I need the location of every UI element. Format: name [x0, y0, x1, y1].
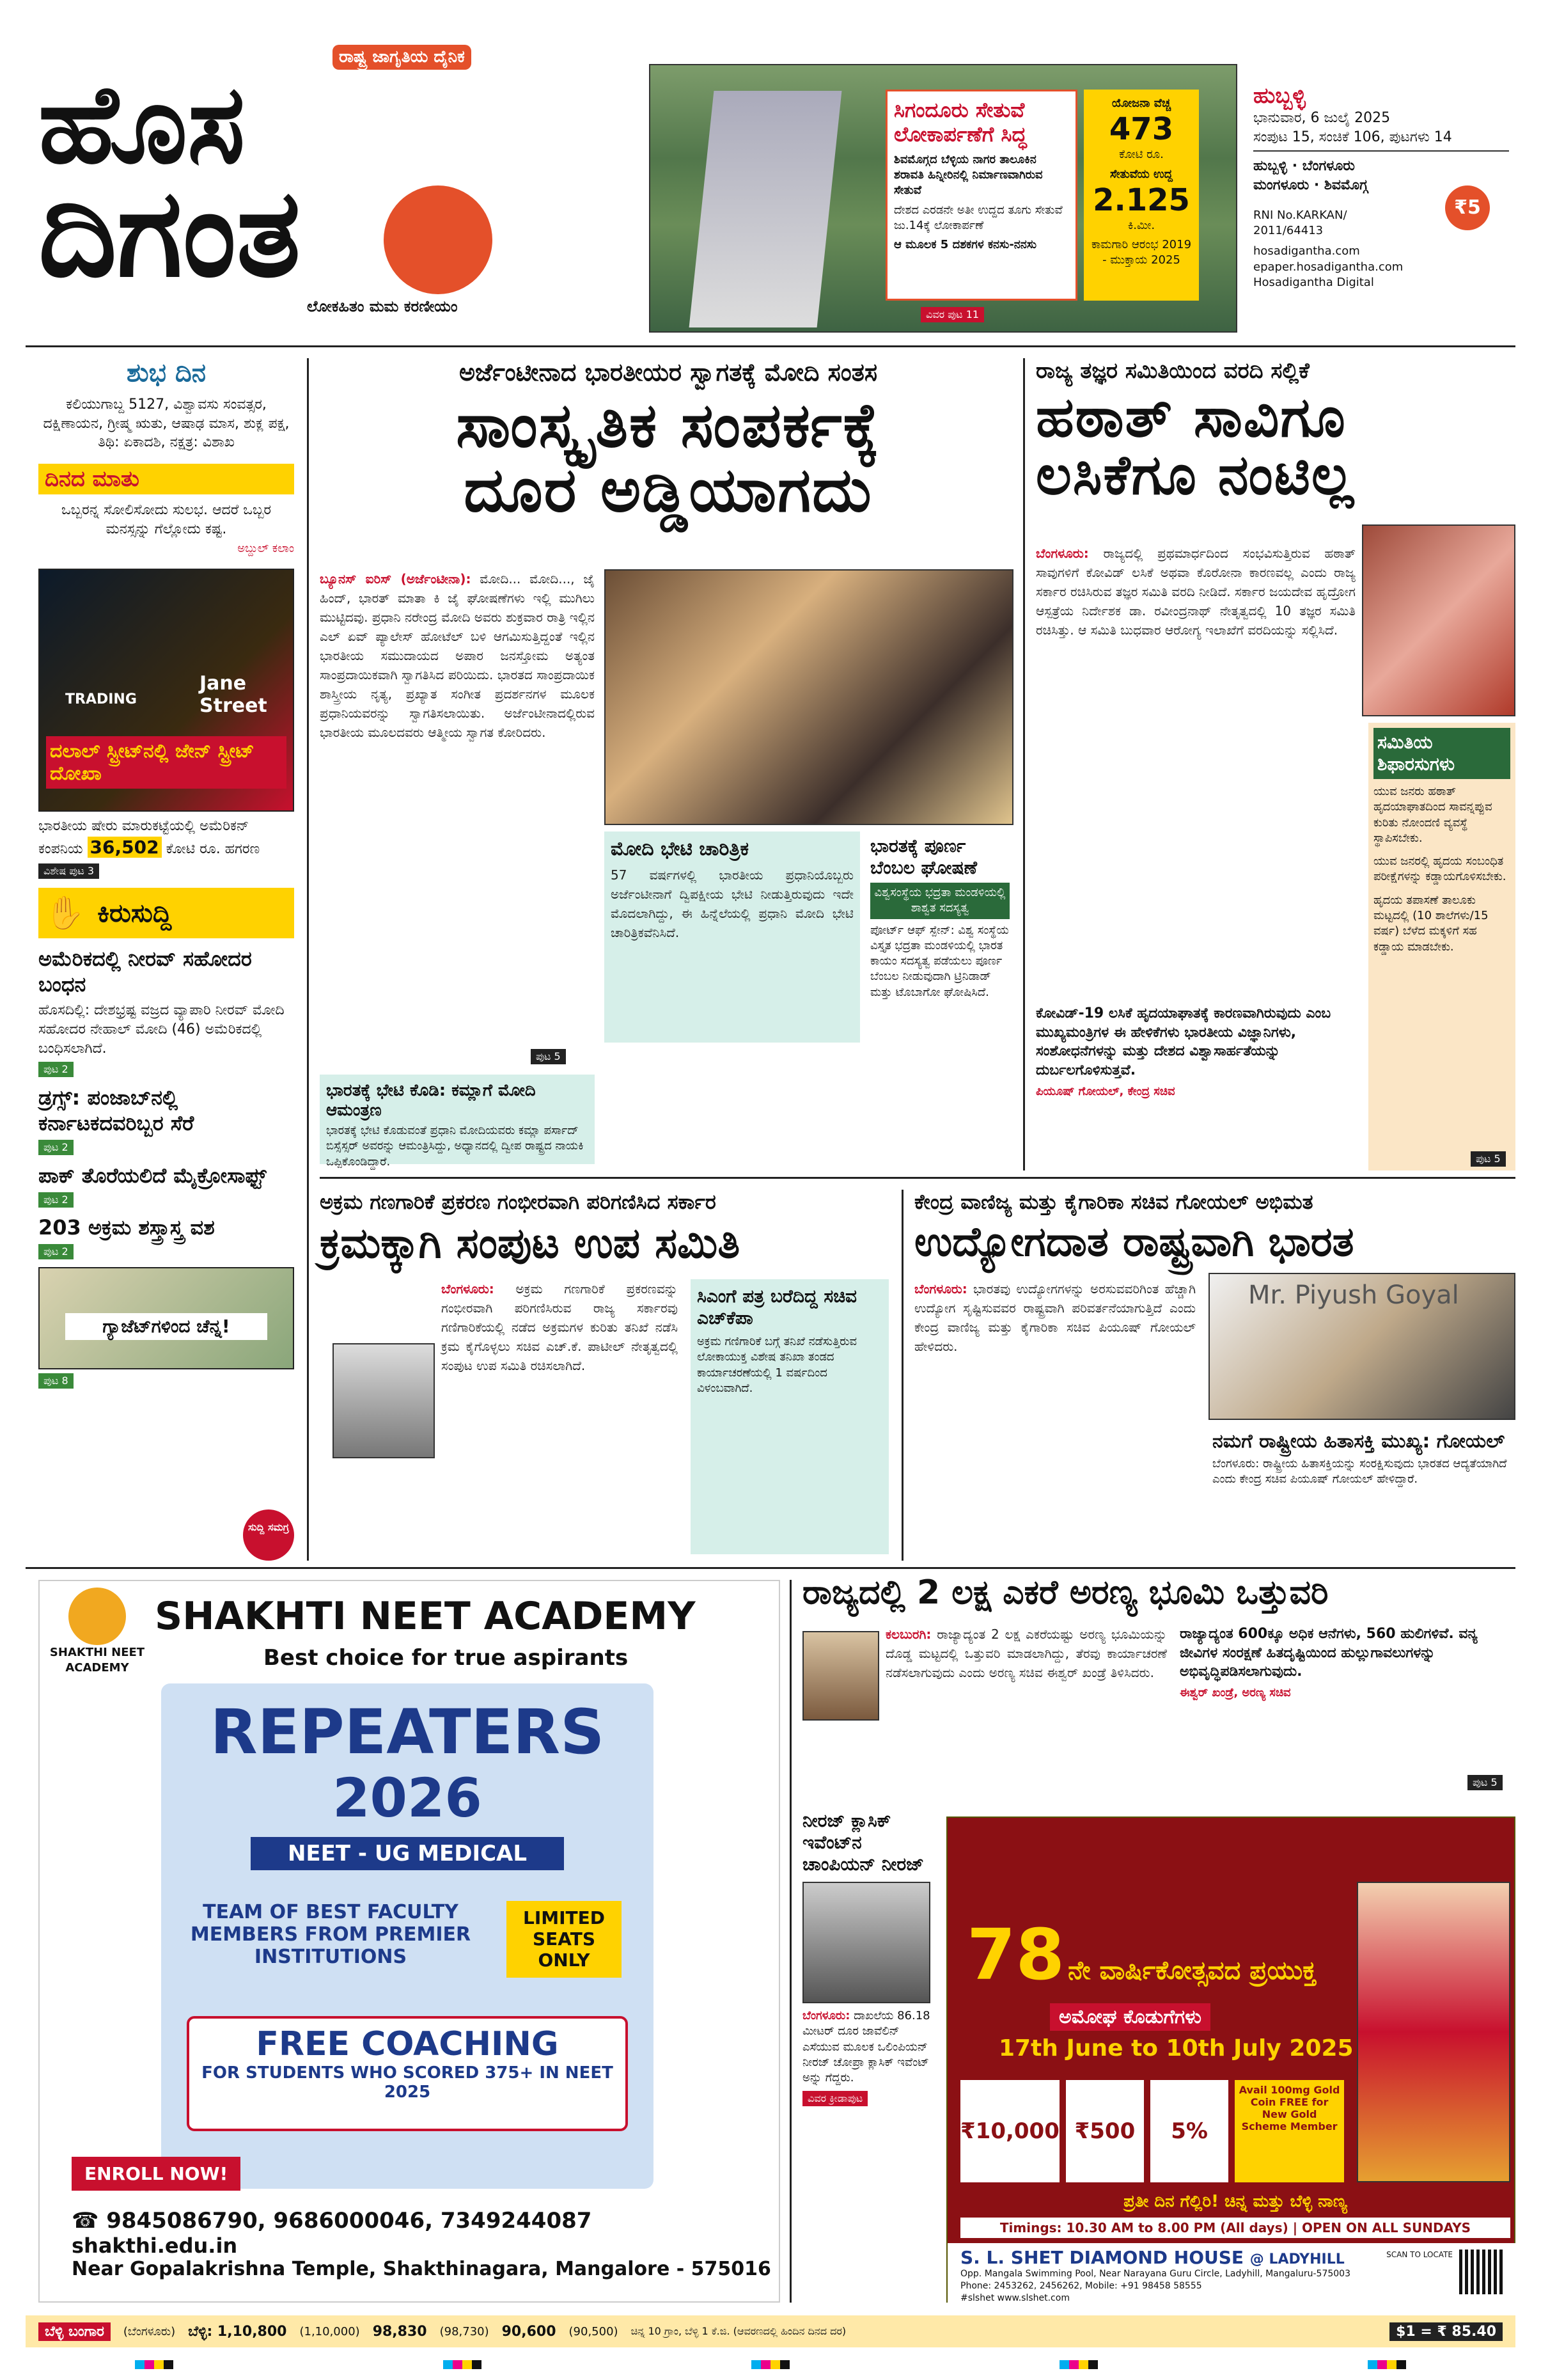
teaser-sub: ಶಿವಮೊಗ್ಗದ ಬೆಳ್ಳಿಯ ನಾಗರ ತಾಲೂಕಿನ ಶರಾವತಿ ಹಿನ್ನೀರಿನಲ್ಲಿ ನಿರ್ಮಾಣವಾಗಿರುವ ಸೇತುವೆ [894, 152, 1043, 198]
shubha-text: ಕಲಿಯುಗಾಬ್ದ 5127, ವಿಶ್ವಾವಸು ಸಂವತ್ಸರ, ದಕ್ಷಿಣಾಯನ, ಗ್ರೀಷ್ಮ ಋತು, ಆಷಾಢ ಮಾಸ, ಶುಕ್ಲ ಪಕ್ಷ, ತಿಥಿ: ಏಕಾದಶಿ, ನಕ್ಷತ್ರ: ವಿಶಾಖ [43, 397, 290, 451]
slshet-model-photo [1357, 1882, 1510, 2182]
offer-2: ₹500 [1066, 2080, 1144, 2182]
neet-enroll-button[interactable]: ENROLL NOW! [72, 2157, 240, 2191]
row2-right-photo-goyal [1209, 1273, 1515, 1420]
samiti-3: ಹೃದಯ ತಪಾಸಣೆ ತಾಲೂಕು ಮಟ್ಟದಲ್ಲಿ (10 ಶಾಲೆಗಳು/15 ವರ್ಷ) ಬೆಳೆದ ಮಕ್ಕಳಿಗೆ ಸಹ ಕಡ್ಡಾಯ ಮಾಡಬೇಕು. [1373, 893, 1489, 954]
rule-left [307, 358, 309, 1561]
edition-list: ಹುಬ್ಬಳ್ಳಿ · ಬೆಂಗಳೂರು ಮಂಗಳೂರು · ಶಿವಮೊಗ್ಗ [1253, 158, 1368, 194]
lead-box3-text: ಭಾರತಕ್ಕೆ ಭೇಟಿ ಕೊಡುವಂತೆ ಪ್ರಧಾನಿ ಮೋದಿಯವರು ಕಮ್ಲಾ ಪರ್ಸಾದ್ ಬಿಸ್ಸೆಸ್ಸರ್ ಅವರನ್ನು ಆಮಂತ್ರಿಸಿದ್ದು, ಅಧ್ಯಾನದಲ್ಲಿ ದ್ವೀಪ ರಾಷ್ಟ್ರದ ನಾಯಕಿ ಒಪ್ಪಿಕೊಂಡಿದ್ದಾರೆ. [326, 1124, 584, 1169]
lead-dateline: ಬ್ಯೂನಸ್ ಐರಿಸ್ (ಅರ್ಜೆಂಟೀನಾ): [320, 571, 471, 587]
lead-box1-title: ಮೋದಿ ಭೇಟಿ ಚಾರಿತ್ರಿಕ [611, 838, 749, 860]
lead-photo-modi [604, 569, 1013, 825]
masthead-title-line2: ದಿಗಂತ [38, 162, 301, 304]
samiti-title: ಸಮಿತಿಯ ಶಿಫಾರಸುಗಳು [1373, 728, 1510, 779]
row2-left-headline: ಕ್ರಮಕ್ಕಾಗಿ ಸಂಪುಟ ಉಪ ಸಮಿತಿ [320, 1218, 740, 1268]
slshet-store-name: S. L. SHET DIAMOND HOUSE [960, 2247, 1244, 2268]
slshet-location: @ LADYHILL [1249, 2251, 1345, 2267]
row2-right-box-title: ನಮಗೆ ರಾಷ್ಟ್ರೀಯ ಹಿತಾಸಕ್ತಿ ಮುಖ್ಯ: ಗೋಯಲ್ [1212, 1430, 1505, 1453]
lead-box2-text: ಪೋರ್ಟ್ ಆಫ್ ಸ್ಪೇನ್: ವಿಶ್ವ ಸಂಸ್ಥೆಯ ವಿಸ್ತೃತ ಭದ್ರತಾ ಮಂಡಳಿಯಲ್ಲಿ ಭಾರತ ಕಾಯಂ ಸದಸ್ಯತ್ವ ಪಡೆಯಲು ಪೂರ್ಣ ಬೆಂಬಲ ನೀಡುವುದಾಗಿ ಟ್ರಿನಿಡಾಡ್ ಮತ್ತು ಟೊಬಾಗೋ ಘೋಷಿಸಿದೆ. [870, 923, 1009, 999]
row2-left-box-title: ಸಿಎಂಗೆ ಪತ್ರ ಬರೆದಿದ್ದ ಸಚಿವ ಎಚ್‌ಕೆಪಾ [697, 1286, 857, 1328]
bridge-deck [689, 91, 842, 327]
stat1-value: 473 [1109, 111, 1174, 148]
k2-title: ಡ್ರಗ್ಸ್: ಪಂಜಾಬ್‌ನಲ್ಲಿ ಕರ್ನಾಟಕದವರಿಬ್ಬರ ಸೆರೆ [38, 1085, 194, 1136]
slshet-dates: 17th June to 10th July 2025 [999, 2035, 1354, 2061]
row3-rule [26, 1567, 1515, 1569]
k4-more[interactable]: ಪುಟ 2 [38, 1244, 74, 1259]
promo-more[interactable]: ವಿಶೇಷ ಪುಟ 3 [38, 863, 99, 879]
right-lead-dateline: ಬೆಂಗಳೂರು: [1036, 546, 1089, 561]
lead-box3 [320, 1075, 595, 1169]
edition-2: ಬೆಂಗಳೂರು [1302, 158, 1355, 175]
right-lead [1036, 358, 1515, 1170]
stat1-label: ಯೋಜನಾ ವೆಚ್ಚ [1111, 97, 1171, 110]
quote-text: ಕೋವಿಡ್‌-19 ಲಸಿಕೆ ಹೃದಯಾಘಾತಕ್ಕೆ ಕಾರಣವಾಗಿರುವುದು ಎಂಬ ಮುಖ್ಯಮಂತ್ರಿಗಳ ಈ ಹೇಳಿಕೆಗಳು ಭಾರತೀಯ ವಿಜ್ಞಾನಿಗಳು, ಸಂಶೋಧನೆಗಳನ್ನು ಮತ್ತು ದೇಶದ ವಿಶ್ವಾಸಾರ್ಹತೆಯನ್ನು ದುರ್ಬಲಗೊಳಿಸುತ್ತವೆ. [1036, 1005, 1331, 1079]
stat3: ಕಾಮಗಾರಿ ಆರಂಭ 2019 - ಮುಕ್ತಾಯ 2025 [1091, 238, 1192, 267]
rule-mid [1023, 358, 1025, 1170]
neet-brand: SHAKHTI NEET ACADEMY [155, 1594, 696, 1639]
neet-limited: LIMITED SEATS ONLY [506, 1901, 622, 1978]
ticker-silver: ಬೆಳ್ಳಿ: 1,10,800 [188, 2323, 287, 2340]
dinada-title: ದಿನದ ಮಾತು [38, 464, 294, 494]
sport-more[interactable]: ವಿವರ ಕ್ರೀಡಾಪುಟ [802, 2091, 868, 2106]
forest-story [802, 1573, 1515, 1797]
sport-photo [802, 1882, 930, 2003]
reg-mark [1368, 2360, 1406, 2369]
offer-3: 5% [1150, 2080, 1228, 2182]
masthead [26, 38, 1515, 339]
neet-repeaters: REPEATERS [210, 1696, 605, 1768]
slshet-anniv [967, 1914, 1317, 1996]
slshet-anniv-num: 78 [967, 1914, 1065, 1996]
neet-address: Near Gopalakrishna Temple, Shakthinagara, Mangalore - 575016 [72, 2258, 771, 2280]
row2-left [320, 1190, 895, 1561]
edition-1: ಹುಬ್ಬಳ್ಳಿ [1253, 158, 1288, 175]
k1-title: ಅಮೆರಿಕದಲ್ಲಿ ನೀರವ್ ಸಹೋದರ ಬಂಧನ [38, 947, 252, 997]
row2-right-headline: ಉದ್ಯೋಗದಾತ ರಾಷ್ಟ್ರವಾಗಿ ಭಾರತ [914, 1218, 1354, 1266]
lead-box2 [866, 831, 1013, 1151]
row2-right-dateline: ಬೆಂಗಳೂರು: [914, 1281, 967, 1296]
slshet-address: Opp. Mangala Swimming Pool, Near Narayana Guru Circle, Ladyhill, Mangaluru-575003 [960, 2269, 1350, 2279]
masthead-issue: ಸಂಪುಟ 15, ಸಂಚಿಕೆ 106, ಪುಟಗಳು 14 [1253, 128, 1509, 152]
offer-4: Avail 100mg Gold Coin FREE for New Gold Scheme Member [1235, 2080, 1344, 2182]
promo-text [38, 817, 294, 860]
promo-text-1: ಭಾರತೀಯ ಷೇರು ಮಾರುಕಟ್ಟೆಯಲ್ಲಿ ಅಮೆರಿಕನ್ ಕಂಪನಿಯ [38, 817, 249, 858]
reg-mark [1060, 2360, 1098, 2369]
ticker-label: ಬೆಳ್ಳಿ ಬಂಗಾರ [38, 2322, 111, 2341]
right-lead-headline-2: ಲಸಿಕೆಗೂ ನಂಟಿಲ್ಲ [1036, 443, 1355, 508]
samiti-box [1368, 723, 1515, 1170]
gadget-box [38, 1267, 294, 1369]
ad-neet [38, 1580, 780, 2303]
masthead-link-1[interactable]: hosadigantha.com [1253, 244, 1360, 258]
right-lead-photo-chest [1362, 524, 1515, 716]
ad-slshet [946, 1817, 1515, 2303]
lead-story [320, 358, 1017, 1170]
forest-more[interactable]: ಪುಟ 5 [1467, 1775, 1503, 1790]
lead-box2-title: ಭಾರತಕ್ಕೆ ಪೂರ್ಣ ಬೆಂಬಲ ಘೋಷಣೆ [870, 835, 977, 878]
ticker-silver-prev: (1,10,000) [299, 2324, 360, 2338]
stat2-label: ಸೇತುವೆಯ ಉದ್ದ [1110, 167, 1173, 181]
stat2-value: 2.125 [1093, 182, 1190, 218]
k2-more[interactable]: ಪುಟ 2 [38, 1140, 74, 1155]
kiru-title: ಕಿರುಸುದ್ದಿ [97, 898, 172, 928]
k3-title: ಪಾಕ್ ತೊರೆಯಲಿದೆ ಮೈಕ್ರೋಸಾಫ್ಟ್ [38, 1163, 267, 1188]
neet-poster [161, 1683, 653, 2189]
row2-rule [320, 1177, 1515, 1179]
right-lead-kicker: ರಾಜ್ಯ ತಜ್ಞರ ಸಮಿತಿಯಿಂದ ವರದಿ ಸಲ್ಲಿಕೆ [1036, 358, 1310, 384]
gadget-title: ಗ್ಯಾಜೆಟ್‌ಗಳಿಂದ ಚೆನ್ನ! [65, 1313, 267, 1340]
samiti-2: ಯುವ ಜನರಲ್ಲಿ ಹೃದಯ ಸಂಬಂಧಿತ ಪರೀಕ್ಷೆಗಳನ್ನು ಕಡ್ಡಾಯಗೊಳಿಸಬೇಕು. [1373, 855, 1506, 884]
lead-box1-text: 57 ವರ್ಷಗಳಲ್ಲಿ ಭಾರತೀಯ ಪ್ರಧಾನಿಯೊಬ್ಬರು ಅರ್ಜೆಂಟೀನಾಗೆ ದ್ವಿಪಕ್ಷೀಯ ಭೇಟಿ ನೀಡುತ್ತಿರುವುದು ಇದೇ ಮೊದಲಾಗಿದ್ದು, ಈ ಹಿನ್ನೆಲೆಯಲ್ಲಿ ಪ್ರಧಾನಿ ಮೋದಿ ಭೇಟಿ ಚಾರಿತ್ರಿಕವೆನಿಸಿದೆ. [611, 867, 854, 940]
goyal-caption: Mr. Piyush Goyal [1248, 1281, 1459, 1310]
promo-text-2: ಕೋಟಿ ರೂ. ಹಗರಣ [166, 841, 260, 858]
lead-box3-title: ಭಾರತಕ್ಕೆ ಭೇಟಿ ಕೊಡಿ: ಕಮ್ಲಾಗೆ ಮೋದಿ ಆಮಂತ್ರಣ [326, 1081, 536, 1120]
gadget-more[interactable]: ಪುಟ 8 [38, 1373, 74, 1389]
k1-more[interactable]: ಪುಟ 2 [38, 1062, 74, 1077]
masthead-date: ಭಾನುವಾರ, 6 ಜುಲೈ 2025 [1253, 110, 1391, 126]
ticker-gold22-prev: (90,500) [568, 2324, 618, 2338]
right-lead-body [1036, 544, 1356, 640]
slshet-offer-title: ಅಮೋಘ ಕೊಡುಗೆಗಳು [1050, 2003, 1210, 2031]
masthead-tagline: ರಾಷ್ಟ್ರ ಜಾಗೃತಿಯ ದೈನಿಕ [332, 45, 471, 70]
sport-headline: ನೀರಜ್ ಕ್ಲಾಸಿಕ್ ಇವೆಂಟ್‌ನ ಚಾಂಪಿಯನ್ ನೀರಜ್ [802, 1810, 925, 1875]
forest-quote-author: ಈಶ್ವರ್ ಖಂಡ್ರೆ, ಅರಣ್ಯ ಸಚಿವ [1180, 1686, 1291, 1700]
forest-dateline: ಕಲಬುರಗಿ: [886, 1627, 932, 1642]
masthead-title-line1: ಹೊಸ [38, 61, 246, 188]
row2-left-photo [332, 1343, 435, 1458]
neet-tagline: Best choice for true aspirants [263, 1645, 629, 1671]
row2-right-box [1209, 1426, 1515, 1561]
masthead-rule [26, 345, 1515, 347]
row2-left-body-text: ಅಕ್ರಮ ಗಣಗಾರಿಕೆ ಪ್ರಕರಣವನ್ನು ಗಂಭೀರವಾಗಿ ಪರಿಗಣಿಸಿರುವ ರಾಜ್ಯ ಸರ್ಕಾರವು ಗಣಿಗಾರಿಕೆಯಲ್ಲಿ ನಡೆದ ಅಕ್ರಮಗಳ ಕುರಿತು ತನಿಖೆ ನಡೆಸಿ ಕ್ರಮ ಕೈಗೊಳ್ಳಲು ಸಚಿವ ಎಚ್.ಕೆ. ಪಾಟೀಲ್ ನೇತೃತ್ವದಲ್ಲಿ ಸಂಪುಟ ಉಪ ಸಮಿತಿ ರಚಿಸಲಾಗಿದೆ. [441, 1281, 678, 1373]
sport-body-text: ದಾಖಲೆಯ 86.18 ಮೀಟರ್ ದೂರ ಜಾವೆಲಿನ್ ಎಸೆಯುವ ಮೂಲಕ ಒಲಿಂಪಿಯನ್ ನೀರಜ್ ಚೋಪ್ರಾ ಕ್ಲಾಸಿಕ್ ಇವೆಂಟ್ ಅನ್ನು ಗೆದ್ದರು. [802, 2009, 930, 2085]
neet-free-sub: FOR STUDENTS WHO SCORED 375+ IN NEET 2025 [201, 2063, 613, 2102]
registration-marks [0, 2360, 1541, 2373]
sport-body [802, 2008, 930, 2086]
slshet-timings: Timings: 10.30 AM to 8.00 PM (All days) | OPEN ON ALL SUNDAYS [960, 2218, 1510, 2238]
neet-free-box [187, 2016, 628, 2131]
samiti-1: ಯುವ ಜನರು ಹಠಾತ್ ಹೃದಯಾಘಾತದಿಂದ ಸಾವನ್ನಪ್ಪುವ ಕುರಿತು ನೋಂದಣಿ ವ್ಯವಸ್ಥೆ ಸ್ಥಾಪಿಸಬೇಕು. [1373, 785, 1492, 845]
row2-left-box [691, 1279, 889, 1554]
teaser-line2: ದೇಶದ ಎರಡನೇ ಅತೀ ಉದ್ದದ ತೂಗು ಸೇತುವೆ ಜು.14ಕ್ಕೆ ಲೋಕಾರ್ಪಣೆ [894, 203, 1063, 232]
row2-left-box-text: ಅಕ್ರಮ ಗಣಿಗಾರಿಕೆ ಬಗ್ಗೆ ತನಿಖೆ ನಡೆಸುತ್ತಿರುವ ಲೋಕಾಯುಕ್ತ ವಿಶೇಷ ತನಿಖಾ ತಂಡದ ಕಾರ್ಯಾಚರಣೆಯಲ್ಲಿ 1 ವರ್ಷದಿಂದ ವಿಳಂಬವಾಗಿದೆ. [697, 1335, 857, 1395]
promo-trading: TRADING [65, 691, 137, 707]
neet-logo-text: SHAKTHI NEET ACADEMY [49, 1646, 145, 1675]
row2-right-body-text: ಭಾರತವು ಉದ್ಯೋಗಗಳನ್ನು ಅರಸುವವರಿಗಿಂತ ಹೆಚ್ಚಾಗಿ ಉದ್ಯೋಗ ಸೃಷ್ಟಿಸುವವರ ರಾಷ್ಟ್ರವಾಗಿ ಪರಿವರ್ತನೆಯಾಗುತ್ತಿದೆ ಎಂದು ಕೇಂದ್ರ ವಾಣಿಜ್ಯ ಮತ್ತು ಕೈಗಾರಿಕಾ ಸಚಿವ ಪಿಯೂಷ್ ಗೋಯಲ್ ಹೇಳಿದರು. [914, 1281, 1196, 1354]
lead-headline-1: ಸಾಂಸ್ಕೃತಿಕ ಸಂಪರ್ಕಕ್ಕೆ [456, 390, 880, 461]
hand-icon: ✋ [45, 894, 85, 932]
stat2-unit: ಕಿ.ಮೀ. [1127, 218, 1155, 232]
stat1-unit: ಕೋಟಿ ರೂ. [1119, 148, 1164, 162]
lead-body-text: ಮೋದಿ... ಮೋದಿ..., ಜೈ ಹಿಂದ್, ಭಾರತ್ ಮಾತಾ ಕಿ ಜೈ ಘೋಷಣೆಗಳು ಇಲ್ಲಿ ಮುಗಿಲು ಮುಟ್ಟಿದವು. ಪ್ರಧಾನಿ ನರೇಂದ್ರ ಮೋದಿ ಅವರು ಶುಕ್ರವಾರ ರಾತ್ರಿ ಇಲ್ಲಿನ ಎಲ್ ಏವ್ ಪ್ಯಾಲೇಸ್ ಹೋಟೆಲ್ ಬಳಿ ಆಗಮಿಸುತ್ತಿದ್ದಂತೆ ಇಲ್ಲಿನ ಭಾರತೀಯ ಸಮುದಾಯದ ಅಪಾರ ಜನಸ್ತೋಮ ಅತ್ಯಂತ ಸಾಂಪ್ರದಾಯಿಕವಾಗಿ ಸ್ವಾಗತಿಸಿದ ಪರಿಯಿದು. ಭಾರತದ ಸಾಂಪ್ರದಾಯಿಕ ಶಾಸ್ತ್ರೀಯ ನೃತ್ಯ, ಪ್ರಖ್ಯಾತ ಸಂಗೀತ ಪ್ರದರ್ಶನಗಳ ಮೂಲಕ ಪ್ರಧಾನಿಯವರನ್ನು ಸ್ವಾಗತಿಸಲಾಯಿತು. ಅರ್ಜೆಂಟೀನಾದಲ್ಲಿರುವ ಭಾರತೀಯ ಮೂಲದವರು ಆತ್ಮೀಯ ಸ್ವಾಗತ ಕೋರಿದರು. [320, 571, 595, 740]
k3-more[interactable]: ಪುಟ 2 [38, 1192, 74, 1208]
promo-num: 36,502 [88, 837, 162, 858]
forest-quote-text: ರಾಜ್ಯಾದ್ಯಂತ 600ಕ್ಕೂ ಅಧಿಕ ಆನೆಗಳು, 560 ಹುಲಿಗಳಿವೆ. ವನ್ಯ ಜೀವಿಗಳ ಸಂರಕ್ಷಣೆ ಹಿತದೃಷ್ಟಿಯಿಂದ ಹುಲ್ಲುಗಾವಲುಗಳನ್ನು ಅಭಿವೃದ್ಧಿಪಡಿಸಲಾಗುವುದು. [1180, 1626, 1478, 1680]
price-badge: ₹5 [1445, 185, 1490, 230]
neet-logo [46, 1588, 148, 1683]
sport-dateline: ಬೆಂಗಳೂರು: [802, 2009, 850, 2022]
row2-right [914, 1190, 1515, 1561]
lead-box2-sub: ವಿಶ್ವಸಂಸ್ಥೆಯ ಭದ್ರತಾ ಮಂಡಳಿಯಲ್ಲಿ ಶಾಶ್ವತ ಸದಸ್ಯತ್ವ [870, 883, 1010, 919]
masthead-rni: RNI No.KARKAN/ 2011/64413 [1253, 208, 1347, 238]
dinada-text: ಒಬ್ಬರನ್ನ ಸೋಲಿಸೋದು ಸುಲಭ. ಆದರೆ ಒಬ್ಬರ ಮನಸ್ಸನ್ನು ಗೆಲ್ಲೋದು ಕಷ್ಟ. [61, 502, 272, 537]
rule-bottom [790, 1580, 792, 2303]
ticker-gold22: 90,600 [501, 2323, 556, 2340]
masthead-info [1253, 83, 1509, 290]
sport-story [802, 1810, 930, 2303]
left-column [38, 358, 294, 1561]
neet-contacts [72, 2208, 771, 2280]
reg-mark [751, 2360, 790, 2369]
teaser-more[interactable]: ವಿವರ ಪುಟ 11 [921, 307, 984, 322]
slshet-social[interactable]: #slshet www.slshet.com [960, 2292, 1070, 2303]
slshet-anniv-text: ನೇ ವಾರ್ಷಿಕೋತ್ಸವದ ಪ್ರಯುಕ್ತ [1068, 1956, 1317, 1985]
edition-4: ಶಿವಮೊಗ್ಗ [1324, 177, 1368, 194]
bullion-ticker [26, 2315, 1515, 2347]
masthead-link-2[interactable]: epaper.hosadigantha.com [1253, 260, 1404, 274]
k1-text: ಹೊಸದಿಲ್ಲಿ: ದೇಶಭ್ರಷ್ಟ ವಜ್ರದ ವ್ಯಾಪಾರಿ ನೀರವ್ ಮೋದಿ ಸಹೋದರ ನೇಹಾಲ್ ಮೋದಿ (46) ಅಮೆರಿಕದಲ್ಲಿ ಬಂಧಿಸಲಾಗಿದೆ. [38, 1002, 285, 1057]
right-lead-body-text: ರಾಜ್ಯದಲ್ಲಿ ಪ್ರಥಮಾರ್ಧದಿಂದ ಸಂಭವಿಸುತ್ತಿರುವ ಹಠಾತ್ ಸಾವುಗಳಿಗೆ ಕೋವಿಡ್ ಲಸಿಕೆ ಅಥವಾ ಕೊರೋನಾ ಕಾರಣವಲ್ಲ ಎಂದು ರಾಜ್ಯ ಸರ್ಕಾರ ರಚಿಸಿರುವ ತಜ್ಞರ ಸಮಿತಿ ವರದಿ ನೀಡಿದೆ. ಸರ್ಕಾರ ಜಯದೇವ ಹೃದ್ರೋಗ ಆಸ್ಪತ್ರೆಯ ನಿರ್ದೇಶಕ ಡಾ. ರವೀಂದ್ರನಾಥ್ ನೇತೃತ್ವದಲ್ಲಿ 10 ತಜ್ಞರ ಸಮಿತಿ ರಚಿಸಿತ್ತು. ಆ ಸಮಿತಿ ಬುಧವಾರ ಆರೋಗ್ಯ ಇಲಾಖೆಗೆ ವರದಿಯನ್ನು ಸಲ್ಲಿಸಿದೆ. [1036, 546, 1356, 638]
slshet-offers [960, 2080, 1344, 2182]
neet-web[interactable]: shakthi.edu.in [72, 2234, 238, 2258]
forest-photo [802, 1631, 879, 1721]
neet-phone-numbers: 9845086790, 9686000046, 7349244087 [106, 2208, 592, 2234]
neet-year: 2026 [332, 1767, 482, 1829]
right-lead-headline-1: ಹಠಾತ್ ಸಾವಿಗೂ [1036, 386, 1347, 450]
slshet-phone: Phone: 2453262, 2456262, Mobile: +91 98458 58555 [960, 2280, 1202, 2291]
lead-headline-2: ದೂರ ಅಡ್ಡಿಯಾಗದು [464, 453, 873, 526]
neet-faculty: TEAM OF BEST FACULTY MEMBERS FROM PREMIER INSTITUTIONS [190, 1901, 471, 1968]
teaser-box [886, 90, 1077, 301]
quote-author: ಪಿಯೂಷ್ ಗೋಯಲ್, ಕೇಂದ್ರ ಸಚಿವ [1036, 1084, 1175, 1098]
neet-free: FREE COACHING [256, 2025, 559, 2063]
masthead-city: ಹುಬ್ಬಳ್ಳಿ [1253, 83, 1306, 109]
right-lead-more[interactable]: ಪುಟ 5 [1471, 1151, 1506, 1167]
promo-brand: Jane Street [199, 672, 267, 717]
promo-headline: ದಲಾಲ್ ಸ್ಟ್ರೀಟ್‌ನಲ್ಲಿ ಜೇನ್ ಸ್ಟ್ರೀಟ್ ದೋಖಾ [46, 736, 286, 789]
k4-title: 203 ಅಕ್ರಮ ಶಸ್ತ್ರಾಸ್ತ್ರ ವಶ [38, 1215, 215, 1240]
lead-more[interactable]: ಪುಟ 5 [531, 1049, 566, 1064]
offer-1: ₹10,000 [960, 2080, 1060, 2182]
ticker-city: (ಬೆಂಗಳೂರು) [123, 2324, 176, 2338]
ticker-note: ಚಿನ್ನ 10 ಗ್ರಾಂ, ಬೆಳ್ಳಿ 1 ಕೆ.ಜಿ. (ಆವರಣದಲ್ಲಿ ಹಿಂದಿನ ದಿನದ ದರ) [630, 2325, 847, 2337]
reg-mark [443, 2360, 481, 2369]
slshet-footer [948, 2243, 1517, 2304]
forest-headline: ರಾಜ್ಯದಲ್ಲಿ 2 ಲಕ್ಷ ಎಕರೆ ಅರಣ್ಯ ಭೂಮಿ ಒತ್ತುವರಿ [802, 1573, 1329, 1612]
dinada-author: ಅಬ್ದುಲ್ ಕಲಾಂ [237, 542, 294, 556]
row2-left-body [441, 1279, 678, 1375]
ticker-gold24: 98,830 [372, 2323, 427, 2340]
row2-right-kicker: ಕೇಂದ್ರ ವಾಣಿಜ್ಯ ಮತ್ತು ಕೈಗಾರಿಕಾ ಸಚಿವ ಗೋಯಲ್ ಅಭಿಮತ [914, 1190, 1313, 1214]
ticker-gold24-prev: (98,730) [439, 2324, 489, 2338]
neet-logo-icon [68, 1588, 126, 1645]
row2-right-box-text: ಬೆಂಗಳೂರು: ರಾಷ್ಟ್ರೀಯ ಹಿತಾಸಕ್ತಿಯನ್ನು ಸಂರಕ್ಷಿಸುವುದು ಭಾರತದ ಆದ್ಯತೆಯಾಗಿದೆ ಎಂದು ಕೇಂದ್ರ ಸಚಿವ ಪಿಯೂಷ್ ಗೋಯಲ್ ಹೇಳಿದ್ದಾರೆ. [1212, 1457, 1507, 1486]
masthead-motto: ಲೋಕಹಿತಂ ಮಮ ಕರಣೀಯಂ [307, 297, 458, 315]
teaser-stats [1084, 90, 1199, 301]
forest-body-text: ರಾಜ್ಯಾದ್ಯಂತ 2 ಲಕ್ಷ ಎಕರೆಯಷ್ಟು ಅರಣ್ಯ ಭೂಮಿಯನ್ನು ದೊಡ್ಡ ಮಟ್ಟದಲ್ಲಿ ಒತ್ತುವರಿ ಮಾಡಲಾಗಿದ್ದು, ತೆರವು ಕಾರ್ಯಾಚರಣೆ ನಡೆಸಲಾಗುವುದು ಎಂದು ಅರಣ್ಯ ಸಚಿವ ಈಶ್ವರ್ ಖಂಡ್ರೆ ತಿಳಿಸಿದರು. [886, 1627, 1168, 1680]
lead-body [320, 569, 595, 742]
slshet-scan: SCAN TO LOCATE [1386, 2250, 1453, 2259]
suddi-tag: ಸುದ್ದಿ ಸಮಗ್ರ [243, 1509, 294, 1561]
masthead-logo-emblem [384, 185, 492, 294]
right-lead-quote [1036, 1004, 1362, 1099]
teaser-line3: ಆ ಮೂಲಕ 5 ದಶಕಗಳ ಕನಸು-ನನಸು [894, 238, 1037, 252]
shubha-title: ಶುಭ ದಿನ [127, 358, 206, 388]
row2-left-dateline: ಬೆಂಗಳೂರು: [441, 1281, 494, 1296]
masthead-link-3[interactable]: Hosadigantha Digital [1253, 275, 1374, 289]
lead-kicker: ಅರ್ಜೆಂಟೀನಾದ ಭಾರತೀಯರ ಸ್ವಾಗತಕ್ಕೆ ಮೋದಿ ಸಂತಸ [458, 358, 878, 386]
lead-box1 [604, 831, 860, 1043]
teaser-title: ಸಿಗಂದೂರು ಸೇತುವೆ ಲೋಕಾರ್ಪಣೆಗೆ ಸಿದ್ಧ [894, 98, 1027, 147]
neet-course: NEET - UG MEDICAL [251, 1837, 564, 1870]
reg-mark [135, 2360, 173, 2369]
edition-3: ಮಂಗಳೂರು [1253, 177, 1310, 194]
row2-left-kicker: ಅಕ್ರಮ ಗಣಗಾರಿಕೆ ಪ್ರಕರಣ ಗಂಭೀರವಾಗಿ ಪರಿಗಣಿಸಿದ ಸರ್ಕಾರ [320, 1190, 716, 1214]
neet-phones [72, 2208, 771, 2234]
kiru-header [38, 888, 294, 938]
qr-code-icon[interactable] [1459, 2250, 1504, 2294]
phone-icon: ☎ [72, 2208, 99, 2234]
ticker-dollar: $1 = ₹ 85.40 [1389, 2322, 1503, 2341]
promo-box [38, 569, 294, 812]
forest-quote [1180, 1625, 1512, 1701]
row2-right-body [914, 1279, 1196, 1356]
forest-body [886, 1625, 1167, 1682]
slshet-tagline: ಪ್ರತೀ ದಿನ ಗೆಲ್ಲಿರಿ! ಚಿನ್ನ ಮತ್ತು ಬೆಳ್ಳಿ ನಾಣ್ಯ [1123, 2192, 1347, 2211]
rule-row2 [902, 1190, 903, 1561]
